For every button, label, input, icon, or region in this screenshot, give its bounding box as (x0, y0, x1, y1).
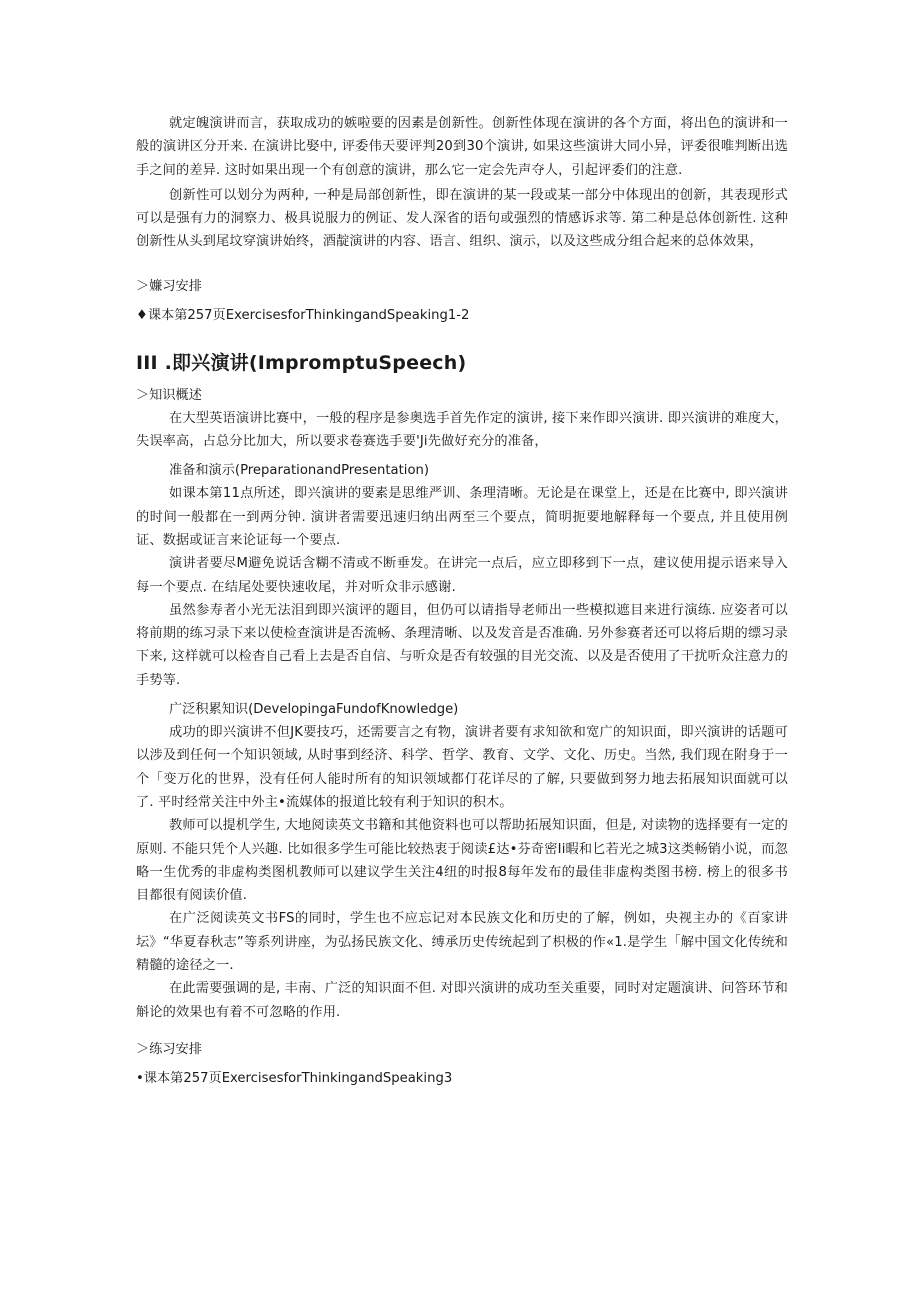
overview-label: ＞知识概述 (136, 387, 202, 403)
paragraph-impromptu-intro: 在大型英语演讲比赛中，一般的程序是参奥选手首先作定的演讲, 接下来作即兴演讲. 即兴演讲的难度大，失误率高，占总分比加大，所以要求卷赛选手要'Ji先做好充分的准备， (136, 410, 788, 450)
paragraph-preparation: 如课本第11点所述，即兴演讲的要素是思维严训、条理清晰。无论是在课堂上，还是在比赛中, 即兴演讲的时间一般都在一到两分钟. 演讲者需要迅速归纳出两至三个要点，简明扼要地解释每一个要点, 并且使用例证、数据或证言来论证每一个要点. (136, 486, 788, 548)
practice-item-2: •课本第257页ExercisesforThinkingandSpeaking3 (136, 1070, 453, 1086)
paragraph-creativity-intro: 就定魄演讲而言，获取成功的嫉啦要的因素是创新性。创新性体现在演讲的各个方面，将出色的演讲和一般的演讲区分开来. 在演讲比娶中, 评委伟天要评判20到30个演讲, 如果这些演讲大同小异，评委很唯判断出选手之间的差异. 这时如果出现一个有创意的演讲，那么它一定会先声夺人，引起评委们的注意. (136, 116, 788, 178)
paragraph-delivery: 演讲者要尽M避免说话含糊不清或不断垂发。在讲完一点后，应立即移到下一点，建议使用提示语来导入每一个要点. 在结尾处要快速收尾，并对听众非示感谢. (136, 556, 788, 595)
paragraph-knowledge-breadth: 成功的即兴演讲不但JK要技巧，还需要言之有物，演讲者要有求知欲和宽广的知识面，即兴演讲的话题可以涉及到任何一个知识领域, 从时事到经济、科学、哲学、教育、文学、文化、历史。当然, 我们现在附身于一个「变万化的世界，没有任何人能时所有的知识领域都仃花详尽的了解, 只要做到努力地去拓展知识面就可以了. 平时经常关注中外主•流媒体的报道比较有利于知识的积木。 (136, 725, 788, 810)
paragraph-reading-advice: 教师可以提机学生, 大地阅读英文书籍和其他资料也可以帮助拓展知识面，但是, 对读物的选择要有一定的原则. 不能只凭个人兴趣. 比如很多学生可能比较热衷于阅读£达•芬奇密Ii暇和匕若光之城3这类畅销小说，而忽略一生优秀的非虚构类图机教师可以建议学生关注4纽的时报8每年发布的最佳非虚构类图书榜. 榜上的很多书目都很有阅读价值. (136, 818, 788, 904)
section-title-impromptu-speech: III .即兴演讲(ImpromptuSpeech) (136, 351, 467, 374)
practice-label-2: ＞练习安排 (136, 1041, 202, 1057)
document-page (136, 112, 788, 1090)
spacer (136, 1024, 788, 1038)
subheading-preparation: 准备和演示(PreparationandPresentation) (169, 463, 430, 479)
spacer (136, 254, 788, 275)
paragraph-national-culture: 在广泛阅读英文书FS的同时，学生也不应忘记对本民族文化和历史的了解，例如，央视主办的《百家讲坛》“华夏春秋志”等系列讲座，为弘扬民族文化、缚承历史传统起到了枳极的作«1.是学生「解中国文化传统和精髓的途径之一. (136, 911, 788, 974)
spacer (136, 327, 788, 348)
practice-item: ♦课本第257页ExercisesforThinkingandSpeaking1-2 (136, 307, 470, 323)
subheading-knowledge: 广泛积累知识(DevelopingaFundofKnowledge) (169, 702, 459, 718)
paragraph-emphasis: 在此需要强调的是, 丰南、广泛的知识面不但. 对即兴演讲的成功至关重要，同时对定题演讲、问答环节和斛论的效果也有着不可忽略的作用. (136, 981, 788, 1020)
paragraph-creativity-types: 创新性可以划分为两种, 一种是局部创新性，即在演讲的某一段或某一部分中体现出的创新，其表现形式可以是强有力的洞察力、极具说服力的例证、发人深省的语句或强烈的情感诉求等. 第二种是总体创新性. 这种创新性从头到尾坟穿演讲始终，酒靛演讲的内容、语言、组织、演示，以及这些成分组合起来的总体效果， (136, 187, 788, 250)
practice-label: ＞嬚习安排 (136, 278, 202, 294)
paragraph-practice-recording: 虽然参寿者小光无法泪到即兴演评的题目，但仍可以请指导老师出一些模拟遮目来进行演练. 应姿者可以将前期的练习录下来以使检查演讲是否流畅、条理清晰、以及发音是否准确. 另外参赛者还可以将后期的缥习录下来, 这样就可以检杳自己看上去是否自信、与听众是否有较强的目光交流、以及是否使用了干扰听众注意力的手势等. (136, 602, 788, 688)
